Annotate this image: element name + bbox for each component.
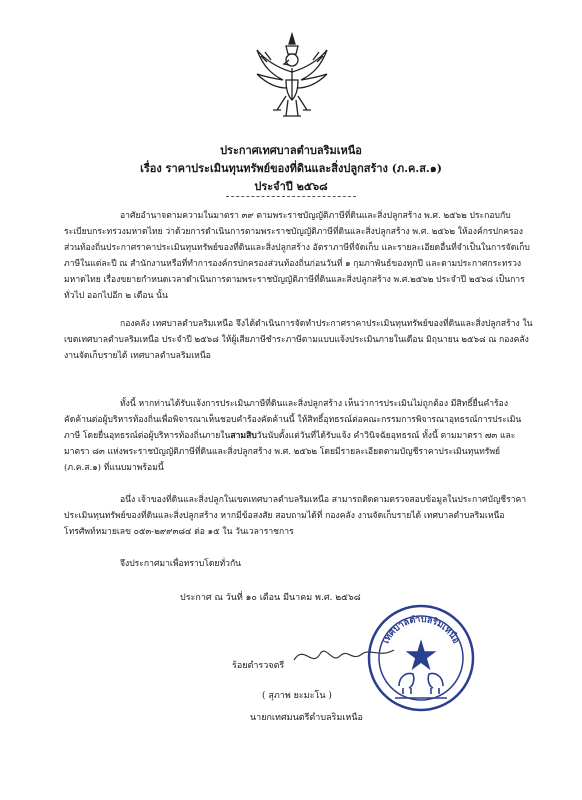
signer-name: ( สุภาพ ยะมะโน ) <box>262 691 332 701</box>
paragraph-closing: จึงประกาศมาเพื่อทราบโดยทั่วกัน <box>120 559 242 569</box>
appeal-days-emphasis: สามสิบ <box>230 431 257 441</box>
seal-text: เทศบาลตำบลริมเหนือ <box>381 614 461 646</box>
document-subject: เรื่อง ราคาประเมินทุนทรัพย์ของที่ดินและสิ่งปลูกสร้าง (ภ.ค.ส.๑) <box>140 162 442 175</box>
garuda-emblem-icon <box>253 30 331 120</box>
official-seal-icon <box>365 602 477 714</box>
paragraph-contact: อนึ่ง เจ้าของที่ดินและสิ่งปลูกในเขตเทศบาลตำบลริมเหนือ สามารถติดตามตรวจสอบข้อมูลในประกาศบัญชีราคาประเมินทุนทรัพย์ของที่ดินและสิ่งปลูกสร้าง หากมีข้อสงสัย สอบถามได้ที่ กองคลัง งานจัดเก็บรายได้ เทศบาลตำบลริมเหนือ โทรศัพท์หมายเลข ๐๕๓-๒๙๙๓๘๔ ต่อ ๑๕ ใน วันเวลาราชการ <box>64 495 527 537</box>
paragraph-appeal: ทั้งนี้ หากท่านได้รับแจ้งการประเมินภาษีที่ดินและสิ่งปลูกสร้าง เห็นว่าการประเมินไม่ถูกต้อง มีสิทธิ์ยื่นคำร้องคัดค้านต่อผู้บริหารท้องถิ่นเพื่อพิจารณาเห็นชอบคำร้องคัดค้านนี้ ให้สิทธิ์อุทธรณ์ต่อคณะกรรมการพิจารณาอุทธรณ์การประเมินภาษี โดยยื่นอุทธรณ์ต่อผู้บริหารท้องถิ่นภายในสามสิบวันนับตั้งแต่วันที่ได้รับแจ้ง คำวินิจฉัยอุทธรณ์ ทั้งนี้ ตามมาตรา ๗๓ และมาตรา ๘๓ แห่งพระราชบัญญัติภาษีที่ดินและสิ่งปลูกสร้าง พ.ศ. ๒๕๖๒ โดยมีรายละเอียดตามบัญชีราคาประเมินทุนทรัพย์ (ภ.ค.ส.๑) ที่แนบมาพร้อมนี้ <box>64 399 522 473</box>
document-title: ประกาศเทศบาลตำบลริมเหนือ <box>220 144 362 157</box>
signer-position: นายกเทศมนตรีตำบลริมเหนือ <box>250 713 363 723</box>
document-year: ประจำปี ๒๕๖๘ <box>254 180 328 193</box>
announcement-date: ประกาศ ณ วันที่ ๑๐ เดือน มีนาคม พ.ศ. ๒๕๖๘ <box>180 593 361 603</box>
separator-line <box>226 196 356 197</box>
signer-rank: ร้อยตำรวจตรี <box>232 661 285 671</box>
paragraph-authority: อาศัยอำนาจตามความในมาตรา ๓๙ ตามพระราชบัญญัติภาษีที่ดินและสิ่งปลูกสร้าง พ.ศ. ๒๕๖๒ ประกอบกับระเบียบกระทรวงมหาดไทย ว่าด้วยการดำเนินการตามพระราชบัญญัติภาษีที่ดินและสิ่งปลูกสร้าง พ.ศ. ๒๕๖๒ ให้องค์กรปกครองส่วนท้องถิ่นประกาศราคาประเมินทุนทรัพย์ของที่ดินและสิ่งปลูกสร้าง อัตราภาษีที่จัดเก็บ และรายละเอียดอื่นที่จำเป็นในการจัดเก็บภาษีในแต่ละปี ณ สำนักงานหรือที่ทำการองค์กรปกครองส่วนท้องถิ่นก่อนวันที่ ๑ กุมภาพันธ์ของทุกปี และตามประกาศกระทรวงมหาดไทย เรื่องขยายกำหนดเวลาดำเนินการตามพระราชบัญญัติภาษีที่ดินและสิ่งปลูกสร้าง พ.ศ.๒๕๖๒ ประจำปี ๒๕๖๘ เป็นการทั่วไป ออกไปอีก ๒ เดือน นั้น <box>64 211 530 301</box>
paragraph-announcement: กองคลัง เทศบาลตำบลริมเหนือ จึงได้ดำเนินการจัดทำประกาศราคาประเมินทุนทรัพย์ของที่ดินและสิ่งปลูกสร้าง ในเขตเทศบาลตำบลริมเหนือ ประจำปี ๒๕๖๘ ให้ผู้เสียภาษีชำระภาษีตามแบบแจ้งประเมินภายในเดือน มิถุนายน ๒๕๖๘ ณ กองคลัง งานจัดเก็บรายได้ เทศบาลตำบลริมเหนือ <box>64 319 533 361</box>
